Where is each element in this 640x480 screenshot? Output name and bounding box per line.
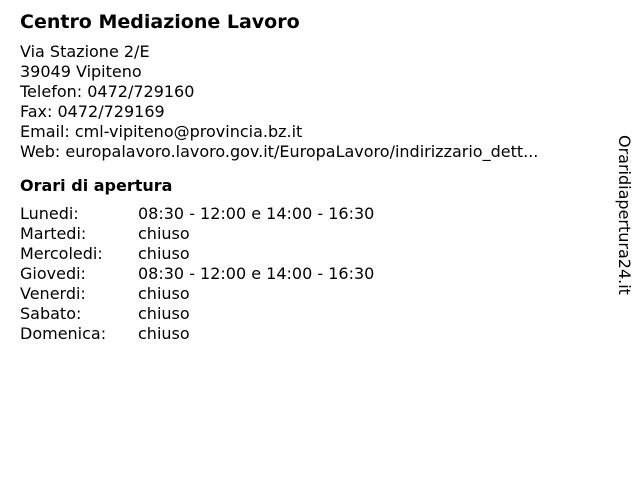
- hours-value: 08:30 - 12:00 e 14:00 - 16:30: [138, 204, 375, 223]
- hours-day-label: Martedi:: [20, 224, 87, 243]
- hours-day-label: Mercoledi:: [20, 244, 103, 263]
- hours-value: chiuso: [138, 244, 190, 263]
- web-line: Web: europalavoro.lavoro.gov.it/EuropaLavoro/indirizzario_dett...: [20, 142, 539, 161]
- opening-hours-table: [20, 204, 610, 344]
- hours-value: chiuso: [138, 224, 190, 243]
- hours-value: 08:30 - 12:00 e 14:00 - 16:30: [138, 264, 375, 283]
- email-line: Email: cml-vipiteno@provincia.bz.it: [20, 122, 303, 141]
- contact-block: [20, 42, 610, 162]
- hours-row-friday: [20, 284, 610, 304]
- phone-line: Telefon: 0472/729160: [20, 82, 195, 101]
- hours-row-thursday: [20, 264, 610, 284]
- hours-row-tuesday: [20, 224, 610, 244]
- hours-day-label: Venerdi:: [20, 284, 86, 303]
- hours-day-label: Domenica:: [20, 324, 107, 343]
- site-watermark: Oraridiapertura24.it: [615, 135, 634, 295]
- hours-row-monday: [20, 204, 610, 224]
- address-street: Via Stazione 2/E: [20, 42, 150, 61]
- hours-day-label: Giovedi:: [20, 264, 86, 283]
- hours-row-sunday: [20, 324, 610, 344]
- hours-row-wednesday: [20, 244, 610, 264]
- hours-day-label: Lunedi:: [20, 204, 79, 223]
- hours-day-label: Sabato:: [20, 304, 82, 323]
- hours-value: chiuso: [138, 284, 190, 303]
- business-card: [20, 10, 610, 344]
- business-title: Centro Mediazione Lavoro: [20, 11, 300, 33]
- address-city: 39049 Vipiteno: [20, 62, 142, 81]
- hours-value: chiuso: [138, 324, 190, 343]
- hours-value: chiuso: [138, 304, 190, 323]
- opening-hours-title: Orari di apertura: [20, 176, 173, 195]
- hours-row-saturday: [20, 304, 610, 324]
- fax-line: Fax: 0472/729169: [20, 102, 165, 121]
